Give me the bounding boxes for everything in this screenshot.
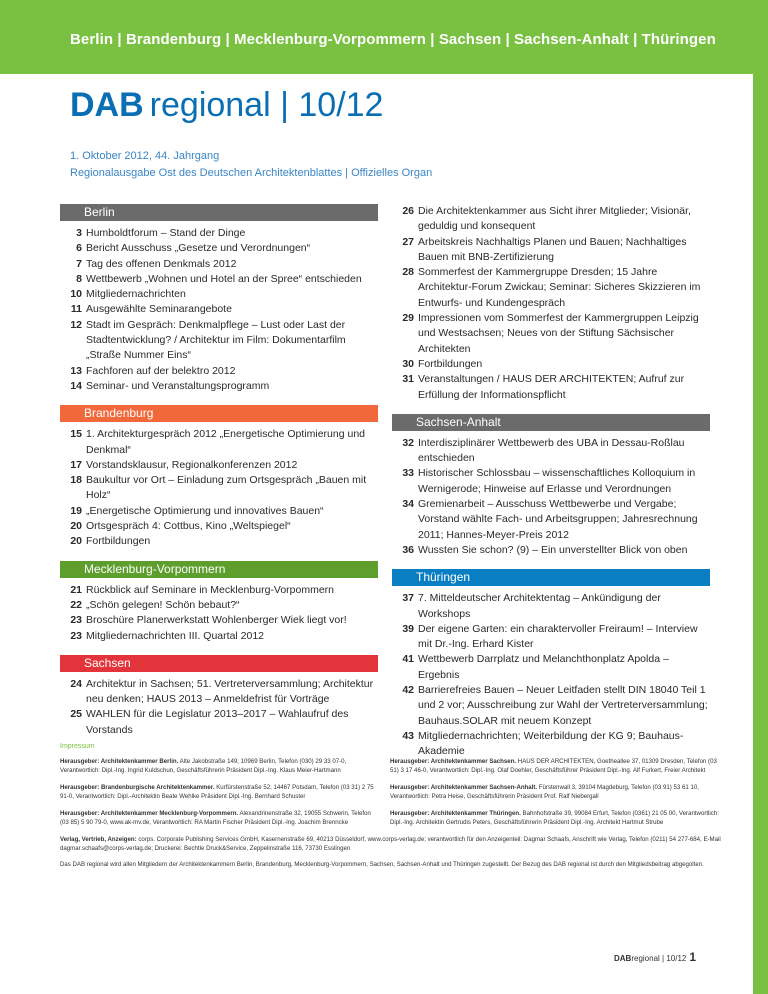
toc-entry[interactable] — [60, 257, 378, 272]
toc-entry-text: Mitgliedernachrichten — [86, 288, 186, 301]
toc-page-number: 43 — [402, 729, 414, 742]
toc-page-number: 23 — [70, 614, 82, 627]
section-heading: Sachsen — [60, 655, 378, 672]
toc-entry-text: Fachforen auf der belektro 2012 — [86, 364, 236, 377]
toc-entry[interactable] — [392, 591, 710, 622]
toc-entry[interactable] — [60, 287, 378, 302]
toc-entry[interactable] — [60, 241, 378, 256]
section-heading: Brandenburg — [60, 405, 378, 422]
toc-page-number: 27 — [402, 235, 414, 248]
publication-title — [70, 88, 753, 122]
toc-entry[interactable] — [392, 265, 710, 311]
toc-page-number: 41 — [402, 653, 414, 666]
footer-issue: regional | 10/12 — [631, 954, 687, 963]
toc-entry[interactable] — [392, 357, 710, 372]
toc-page-number: 34 — [402, 498, 414, 511]
section-heading: Mecklenburg-Vorpommern — [60, 561, 378, 578]
toc-entry[interactable] — [60, 598, 378, 613]
toc-entry-text: 7. Mitteldeutscher Architektentag – Ankündigung der Workshops — [418, 592, 661, 620]
toc-entry-text: Sommerfest der Kammergruppe Dresden; 15 Jahre Architektur-Forum Zwickau; Seminar: Sicheres Skizzieren im Entwurfs- und Kundengespräch — [418, 266, 701, 309]
edition-description: Regionalausgabe Ost des Deutschen Architektenblattes | Offizielles Organ — [70, 167, 433, 179]
toc-entry-text: Fortbildungen — [86, 535, 151, 548]
issue-date: 1. Oktober 2012, 44. Jahrgang — [70, 150, 220, 162]
toc-page-number: 10 — [70, 288, 82, 301]
toc-page-number: 12 — [70, 318, 82, 331]
masthead — [70, 88, 753, 122]
toc-entry-text: 1. Architekturgespräch 2012 „Energetische Optimierung und Denkmal“ — [86, 428, 365, 456]
toc-entry[interactable] — [60, 677, 378, 708]
toc-page-number: 32 — [402, 436, 414, 449]
toc-page-number: 31 — [402, 373, 414, 386]
toc-entry-text: Arbeitskreis Nachhaltigs Planen und Bauen; Nachhaltiges Bauen mit BNB-Zertifizierung — [418, 235, 687, 263]
toc-page-number: 39 — [402, 622, 414, 635]
toc-entry[interactable] — [60, 302, 378, 317]
toc-page-number: 7 — [76, 257, 82, 270]
toc-entry-text: „Energetische Optimierung und innovatives Bauen“ — [86, 504, 324, 517]
toc-entry-text: Mitgliedernachrichten III. Quartal 2012 — [86, 629, 265, 642]
toc-page-number: 22 — [70, 598, 82, 611]
toc-entry[interactable] — [392, 372, 710, 403]
toc-entry[interactable] — [392, 436, 710, 467]
page-footer — [614, 950, 696, 964]
toc-entry[interactable] — [60, 613, 378, 628]
toc-entry[interactable] — [392, 204, 710, 235]
toc-page-number: 11 — [70, 303, 82, 316]
impressum-heading: Impressum — [60, 743, 95, 750]
toc-entry-text: Mitgliedernachrichten; Weiterbildung der KG 9; Bauhaus-Akademie — [418, 729, 684, 758]
toc-entry-text: Architektur in Sachsen; 51. Vertreterversammlung; Architektur neu denken; HAUS 2013 – Anmeldefrist für Vorträge — [86, 677, 374, 706]
impressum-publisher — [60, 809, 378, 827]
toc-entry-text: Interdisziplinärer Wettbewerb des UBA in Dessau-Roßlau entschieden — [418, 436, 685, 465]
toc-entry[interactable] — [392, 497, 710, 543]
toc-entry-text: Broschüre Planerwerkstatt Wohlenberger Wiek liegt vor! — [86, 614, 347, 627]
toc-right-column — [392, 204, 710, 771]
toc-section-sachsen — [60, 655, 378, 738]
toc-entry-text: Gremienarbeit – Ausschuss Wettbewerbe und Vergabe; Vorstand wählte Fach- und Arbeitsgruppen; Jahresrechnung 2011; Hannes-Meyer-Preis 2012 — [418, 498, 698, 541]
toc-page-number: 3 — [76, 227, 82, 239]
impressum-publisher — [60, 783, 378, 801]
toc-entry[interactable] — [60, 379, 378, 394]
toc-page-number: 23 — [70, 629, 82, 642]
toc-entry[interactable] — [392, 311, 710, 357]
toc-page-number: 42 — [402, 684, 414, 697]
toc-section-berlin — [60, 204, 378, 394]
toc-entry-text: Vorstandsklausur, Regionalkonferenzen 2012 — [86, 458, 298, 471]
toc-page-number: 8 — [76, 272, 82, 285]
verlag-text: corps. Corporate Publishing Services GmbH, Kasernenstraße 69, 40213 Düsseldorf, www.corps-verlag.de; verantwortlich für den Anzeigenteil: Dagmar Schaafs, Anschrift wie Verlag, Telefon (0211) 54 277-684, E-Mail dagmar.schaafs@corps-verlag.de; Druckerei: Bechtle Druck&Service, Zeppelinstraße 116, 73730 Esslingen — [60, 836, 721, 852]
toc-entry-text: Humboldtforum – Stand der Dinge — [86, 227, 246, 239]
toc-entry-text: Die Architektenkammer aus Sicht ihrer Mitglieder; Visionär, geduldig und konsequent — [418, 205, 691, 233]
top-banner — [0, 0, 768, 74]
toc-page-number: 33 — [402, 467, 414, 480]
toc-page-number: 14 — [70, 379, 82, 392]
toc-section-brandenburg — [60, 405, 378, 549]
toc-entry[interactable] — [60, 318, 378, 364]
publisher-lead: Herausgeber: Architektenkammer Thüringen. — [390, 810, 521, 817]
toc-entry-text: Der eigene Garten: ein charaktervoller Freiraum! – Interview mit Dr.-Ing. Erhard Kister — [418, 622, 698, 651]
toc-page-number: 21 — [70, 583, 82, 596]
toc-page-number: 26 — [402, 205, 414, 217]
toc-entry-text: Baukultur vor Ort – Einladung zum Ortsgespräch „Bauen mit Holz“ — [86, 474, 367, 502]
publisher-details: Fürstenwall 3, 39104 Magdeburg, Telefon (03 91) 53 61 10, Verantwortlich: Petra Heise, Geschäftsführerin Präsident Prof. Ralf Niebergall — [390, 784, 699, 800]
toc-entry[interactable] — [60, 519, 378, 534]
toc-page-number: 15 — [70, 428, 82, 441]
toc-section-th-ringen — [392, 569, 710, 759]
section-heading: Sachsen-Anhalt — [392, 414, 710, 431]
toc-entry-text: WAHLEN für die Legislatur 2013–2017 – Wahlaufruf des Vorstands — [86, 708, 349, 736]
toc-page-number: 30 — [402, 357, 414, 370]
toc-entry[interactable] — [392, 652, 710, 683]
toc-entry[interactable] — [392, 235, 710, 266]
impressum — [60, 742, 750, 869]
publisher-lead: Herausgeber: Architektenkammer Berlin. — [60, 758, 179, 765]
toc-entry[interactable] — [60, 504, 378, 519]
impressum-note: Das DAB regional wird allen Mitgliedern der Architektenkammern Berlin, Brandenburg, Mecklenburg-Vorpommern, Sachsen, Sachsen-Anhalt und Thüringen zugestellt. Der Bezug des DAB regional ist durch den Mitgliedsbeitrag abgegolten. — [60, 861, 704, 868]
toc-page-number: 36 — [402, 543, 414, 556]
toc-entry[interactable] — [60, 458, 378, 473]
impressum-publisher — [390, 757, 720, 775]
page-number: 1 — [689, 950, 697, 964]
toc-entry-text: Seminar- und Veranstaltungsprogramm — [86, 379, 270, 392]
publisher-lead: Herausgeber: Architektenkammer Mecklenburg-Vorpommern. — [60, 810, 239, 817]
toc-page-number: 18 — [70, 474, 82, 487]
toc-page-number: 28 — [402, 266, 414, 279]
section-heading: Thüringen — [392, 569, 710, 586]
publisher-details: Alexandrinenstraße 32, 19055 Schwerin, Telefon (03 85) 5 90 79-0, www.ak-mv.de, Verantwortlich: RA Martin Fischer Präsident Dipl.-Ing. Joachim Brenncke — [60, 810, 371, 826]
toc-entry[interactable] — [392, 543, 710, 558]
toc-entry-text: Bericht Ausschuss „Gesetze und Verordnungen“ — [86, 242, 311, 255]
impressum-publisher-info — [60, 835, 750, 853]
impressum-publisher — [60, 757, 378, 775]
publisher-details: Kurfürstenstraße 52, 14467 Potsdam, Telefon (03 31) 2 75 91-0, Verantwortlich: Dipl.-Architektin Beate Wehlke Präsident Dipl.-Ing. Bernhard Schuster — [60, 784, 374, 800]
side-bar — [753, 74, 768, 994]
publisher-details: Bahnhofstraße 39, 99084 Erfurt, Telefon (0361) 21 05 00, Verantwortlich: Dipl.-Ing. Architektin Gertrudis Peters, Geschäftsführerin Präsident Dipl.-Ing. Architekt Hartmut Strube — [390, 810, 719, 826]
toc-entry-text: Wussten Sie schon? (9) – Ein unverstellter Blick von oben — [418, 543, 688, 556]
toc-page-number: 20 — [70, 520, 82, 533]
toc-page-number: 20 — [70, 535, 82, 548]
toc-page-number: 24 — [70, 677, 82, 690]
toc-entry-text: Wettbewerb Darrplatz und Melanchthonplatz Apolda – Ergebnis — [418, 653, 669, 681]
toc-left-column — [60, 204, 378, 749]
toc-entry-text: Veranstaltungen / HAUS DER ARCHITEKTEN; Aufruf zur Erfüllung der Informationspflicht — [418, 373, 685, 401]
toc-entry[interactable] — [392, 466, 710, 497]
toc-entry-text: Ausgewählte Seminarangebote — [86, 303, 232, 316]
toc-page-number: 17 — [70, 458, 82, 471]
toc-entry[interactable] — [60, 707, 378, 738]
toc-entry-text: Tag des offenen Denkmals 2012 — [86, 257, 237, 270]
toc-page-number: 19 — [70, 504, 82, 517]
region-list: Berlin | Brandenburg | Mecklenburg-Vorpommern | Sachsen | Sachsen-Anhalt | Thüringen — [70, 31, 716, 48]
toc-entry[interactable] — [60, 364, 378, 379]
impressum-publishers — [60, 757, 750, 827]
toc-entry-text: Rückblick auf Seminare in Mecklenburg-Vorpommern — [86, 583, 335, 596]
toc-page-number: 6 — [76, 242, 82, 255]
toc-entry[interactable] — [60, 629, 378, 644]
title-brand: DAB — [70, 86, 144, 124]
section-heading: Berlin — [60, 204, 378, 221]
toc-page-number: 37 — [402, 592, 414, 605]
toc-entry[interactable] — [392, 683, 710, 729]
impressum-publisher — [390, 783, 720, 801]
toc-entry[interactable] — [60, 583, 378, 598]
toc-page-number: 25 — [70, 708, 82, 721]
toc-entry-text: Barrierefreies Bauen – Neuer Leitfaden stellt DIN 18040 Teil 1 und 2 vor; Ausschreibung zur Wahl der Vertreterversammlung; Bauhaus.SOLAR mit neuem Konzept — [418, 684, 708, 727]
impressum-publisher — [390, 809, 720, 827]
masthead-subtitle — [70, 148, 432, 182]
toc-entry[interactable] — [60, 534, 378, 549]
toc-section-sachsen-anhalt — [392, 414, 710, 558]
publisher-lead: Herausgeber: Architektenkammer Sachsen. — [390, 758, 517, 765]
publisher-lead: Herausgeber: Architektenkammer Sachsen-Anhalt. — [390, 784, 538, 791]
toc-entry[interactable] — [60, 473, 378, 504]
toc-entry-text: „Schön gelegen! Schön bebaut?“ — [86, 598, 240, 611]
toc-entry[interactable] — [60, 427, 378, 458]
toc-entry-text: Historischer Schlossbau – wissenschaftliches Kolloquium in Wernigerode; Hinweise auf Erlasse und Verordnungen — [418, 467, 696, 495]
publisher-details: Alte Jakobstraße 149, 10969 Berlin, Telefon (030) 29 33 07-0, Verantwortlich: Dipl.-Ing. Ingrid Kuldschun, Geschäftsführerin Präsident Dipl.-Ing. Klaus Meier-Hartmann — [60, 758, 347, 774]
toc-entry[interactable] — [60, 272, 378, 287]
footer-brand: DAB — [614, 954, 632, 963]
toc-section-mecklenburg-vorpommern — [60, 561, 378, 644]
toc-entry-text: Impressionen vom Sommerfest der Kammergruppen Leipzig und Westsachsen; Neues von der Stiftung Sächsischer Architekten — [418, 312, 699, 355]
toc-page-number: 13 — [70, 364, 82, 377]
toc-page-number: 29 — [402, 312, 414, 325]
toc-entry-text: Ortsgespräch 4: Cottbus, Kino „Weltspiegel“ — [86, 520, 291, 533]
verlag-lead: Verlag, Vertrieb, Anzeigen: — [60, 836, 137, 843]
toc-entry-text: Fortbildungen — [418, 357, 483, 370]
toc-section — [392, 204, 710, 403]
toc-entry[interactable] — [60, 226, 378, 241]
toc-entry-text: Wettbewerb „Wohnen und Hotel an der Spree“ entschieden — [86, 272, 362, 285]
toc-entry[interactable] — [392, 622, 710, 653]
title-issue: regional | 10/12 — [149, 86, 384, 124]
toc-entry-text: Stadt im Gespräch: Denkmalpflege – Lust oder Last der Stadtentwicklung? / Architektur im Film: Dokumentarfilm „Straße Nummer Eins“ — [86, 318, 346, 362]
publisher-details: HAUS DER ARCHITEKTEN, Goetheallee 37, 01309 Dresden, Telefon (03 51) 3 17 46-0, Verantwortlich: Dipl.-Ing. Olaf Doehler, Geschäftsführer Präsident Dipl.-Ing. Alf Furkert, Freier Architekt — [390, 758, 717, 774]
publisher-lead: Herausgeber: Brandenburgische Architektenkammer. — [60, 784, 215, 791]
